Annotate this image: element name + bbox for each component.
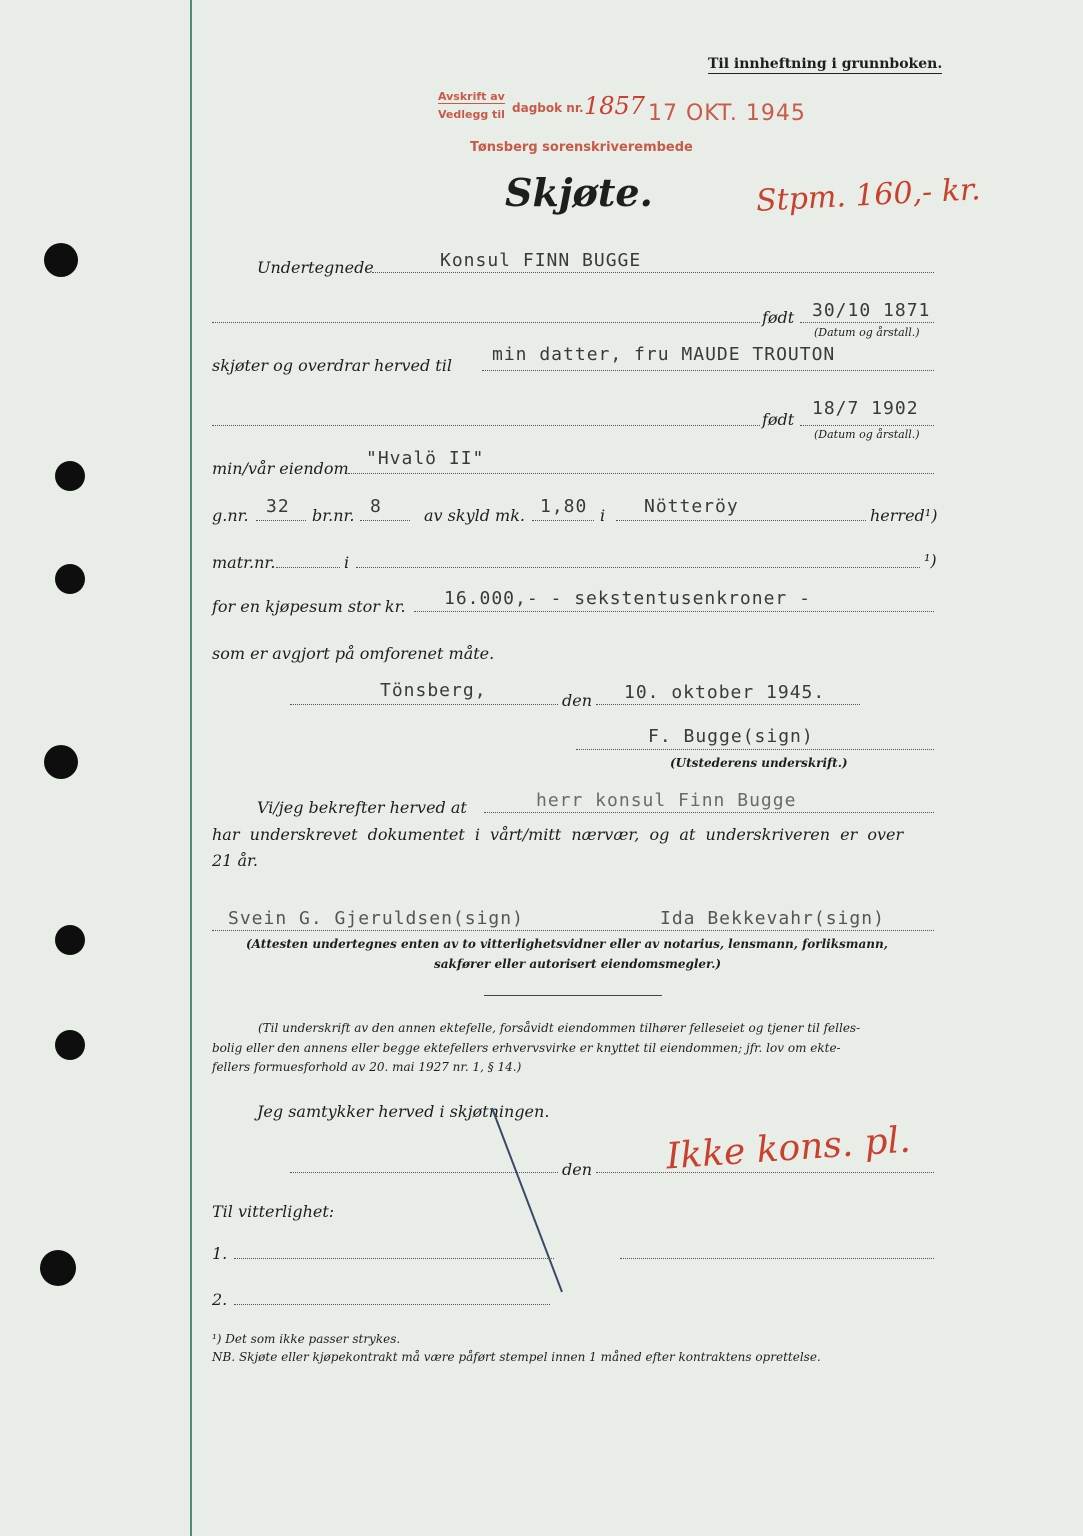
stamp-office: Tønsberg sorenskriverembede: [470, 140, 693, 155]
undertegnede-label: Undertegnede: [257, 258, 374, 277]
margin-rule: [190, 0, 192, 1536]
attest-note-2: sakfører eller autorisert eiendomsmegler.): [434, 957, 722, 971]
attest-note-1: (Attesten undertegnes enten av to vitterlighetsvidner eller av notarius, lensmann, forliksmann,: [246, 937, 888, 951]
punch-hole-icon: [55, 1030, 85, 1060]
dotted-line: [800, 425, 934, 426]
fodt1-value: 30/10 1871: [812, 300, 931, 321]
dotted-line: [620, 1258, 934, 1259]
spouse-para-2: bolig eller den annens eller begge ektefellers erhvervsvirke er knyttet til eiendommen; jfr. lov om ekte-: [212, 1041, 841, 1055]
eiendom-value: "Hvalö II": [366, 448, 485, 469]
dotted-line: [212, 322, 760, 323]
dotted-line: [800, 322, 934, 323]
herred-label: herred¹): [870, 506, 938, 525]
skyld-value: 1,80: [540, 496, 588, 517]
fodt2-value: 18/7 1902: [812, 398, 919, 419]
skjoter-value: min datter, fru MAUDE TROUTON: [492, 344, 836, 365]
matr-i: i: [344, 553, 350, 572]
avgjort-text: som er avgjort på omforenet måte.: [212, 644, 495, 663]
eiendom-label: min/vår eiendom: [212, 459, 349, 478]
punch-hole-icon: [44, 243, 78, 277]
witness-1: Svein G. Gjeruldsen(sign): [228, 908, 524, 929]
footnote-1: ¹) Det som ikke passer strykes.: [212, 1332, 401, 1346]
dotted-line: [290, 704, 558, 705]
herred-value: Nötteröy: [644, 496, 739, 517]
dotted-line: [372, 272, 934, 273]
dotted-line: [360, 520, 410, 521]
stamp-number: 1857: [584, 92, 646, 120]
brnr-value: 8: [370, 496, 382, 517]
spouse-para-3: fellers formuesforhold av 20. mai 1927 nr. 1, § 14.): [212, 1060, 522, 1074]
consent-text: Jeg samtykker herved i skjøtningen.: [257, 1102, 550, 1121]
dotted-line: [234, 1304, 550, 1305]
stamp-dagbok: dagbok nr.: [512, 101, 584, 115]
datum-hint: (Datum og årstall.): [814, 326, 920, 339]
dotted-line: [276, 567, 340, 568]
issuer-signature: F. Bugge(sign): [648, 726, 814, 747]
witness-line-1-label: 1.: [212, 1244, 228, 1263]
dotted-line: [256, 520, 306, 521]
matr-label: matr.nr.: [212, 553, 276, 572]
dotted-line: [414, 611, 934, 612]
spouse-den-label: den: [562, 1160, 593, 1179]
witness-line-2-label: 2.: [212, 1290, 228, 1309]
punch-hole-icon: [55, 461, 85, 491]
dotted-line: [482, 370, 934, 371]
filing-note: Til innheftning i grunnboken.: [708, 56, 943, 72]
footnote-2: NB. Skjøte eller kjøpekontrakt må være påført stempel innen 1 måned efter kontraktens oprettelse.: [212, 1350, 821, 1364]
punch-hole-icon: [40, 1250, 76, 1286]
undertegnede-value: Konsul FINN BUGGE: [440, 250, 642, 271]
den-label: den: [562, 691, 593, 710]
skyld-label: av skyld mk.: [424, 506, 526, 525]
attest-value: herr konsul Finn Bugge: [536, 790, 797, 811]
page-title: Skjøte.: [505, 170, 653, 215]
skjoter-label: skjøter og overdrar herved til: [212, 356, 452, 375]
punch-hole-icon: [55, 564, 85, 594]
dotted-line: [234, 1258, 554, 1259]
dotted-line: [348, 473, 934, 474]
kjop-value: 16.000,- - sekstentusenkroner -: [444, 588, 811, 609]
stamp-date: 17 OKT. 1945: [648, 101, 806, 126]
attest-line-3: 21 år.: [212, 851, 258, 870]
dotted-line: [532, 520, 594, 521]
handwritten-fee: Stpm. 160,- kr.: [755, 172, 982, 219]
attest-label: Vi/jeg bekrefter herved at: [257, 798, 467, 817]
dotted-line: [212, 425, 760, 426]
datum-hint: (Datum og årstall.): [814, 428, 920, 441]
matr-note: ¹): [924, 551, 937, 570]
issuer-caption: (Utstederens underskrift.): [670, 756, 848, 770]
dotted-line: [576, 749, 934, 750]
dotted-line: [596, 704, 860, 705]
dotted-line: [484, 812, 934, 813]
handwritten-note: Ikke kons. pl.: [664, 1119, 912, 1178]
i-label: i: [600, 506, 606, 525]
fodt1-label: født: [762, 308, 795, 327]
gnr-label: g.nr.: [212, 506, 249, 525]
vitterlighet-label: Til vitterlighet:: [212, 1202, 335, 1221]
date-value: 10. oktober 1945.: [624, 682, 826, 703]
punch-hole-icon: [44, 745, 78, 779]
fodt2-label: født: [762, 410, 795, 429]
attest-line-2: har underskrevet dokumentet i vårt/mitt nærvær, og at underskriveren er over: [212, 825, 904, 844]
brnr-label: br.nr.: [312, 506, 355, 525]
kjop-label: for en kjøpesum stor kr.: [212, 597, 406, 616]
dotted-line: [616, 520, 866, 521]
spouse-para-1: (Til underskrift av den annen ektefelle, forsåvidt eiendommen tilhører felleseiet og tjener til felles-: [258, 1021, 861, 1035]
dotted-line: [356, 567, 920, 568]
dotted-line: [596, 1172, 934, 1173]
separator: [484, 995, 662, 996]
stamp-line-1: Avskrift av: [438, 90, 505, 103]
strike-line: [480, 1100, 580, 1300]
stamp-line-2: Vedlegg til: [438, 108, 505, 121]
place-value: Tönsberg,: [380, 680, 487, 701]
punch-hole-icon: [55, 925, 85, 955]
witness-2: Ida Bekkevahr(sign): [660, 908, 885, 929]
gnr-value: 32: [266, 496, 290, 517]
dotted-line: [212, 930, 934, 931]
